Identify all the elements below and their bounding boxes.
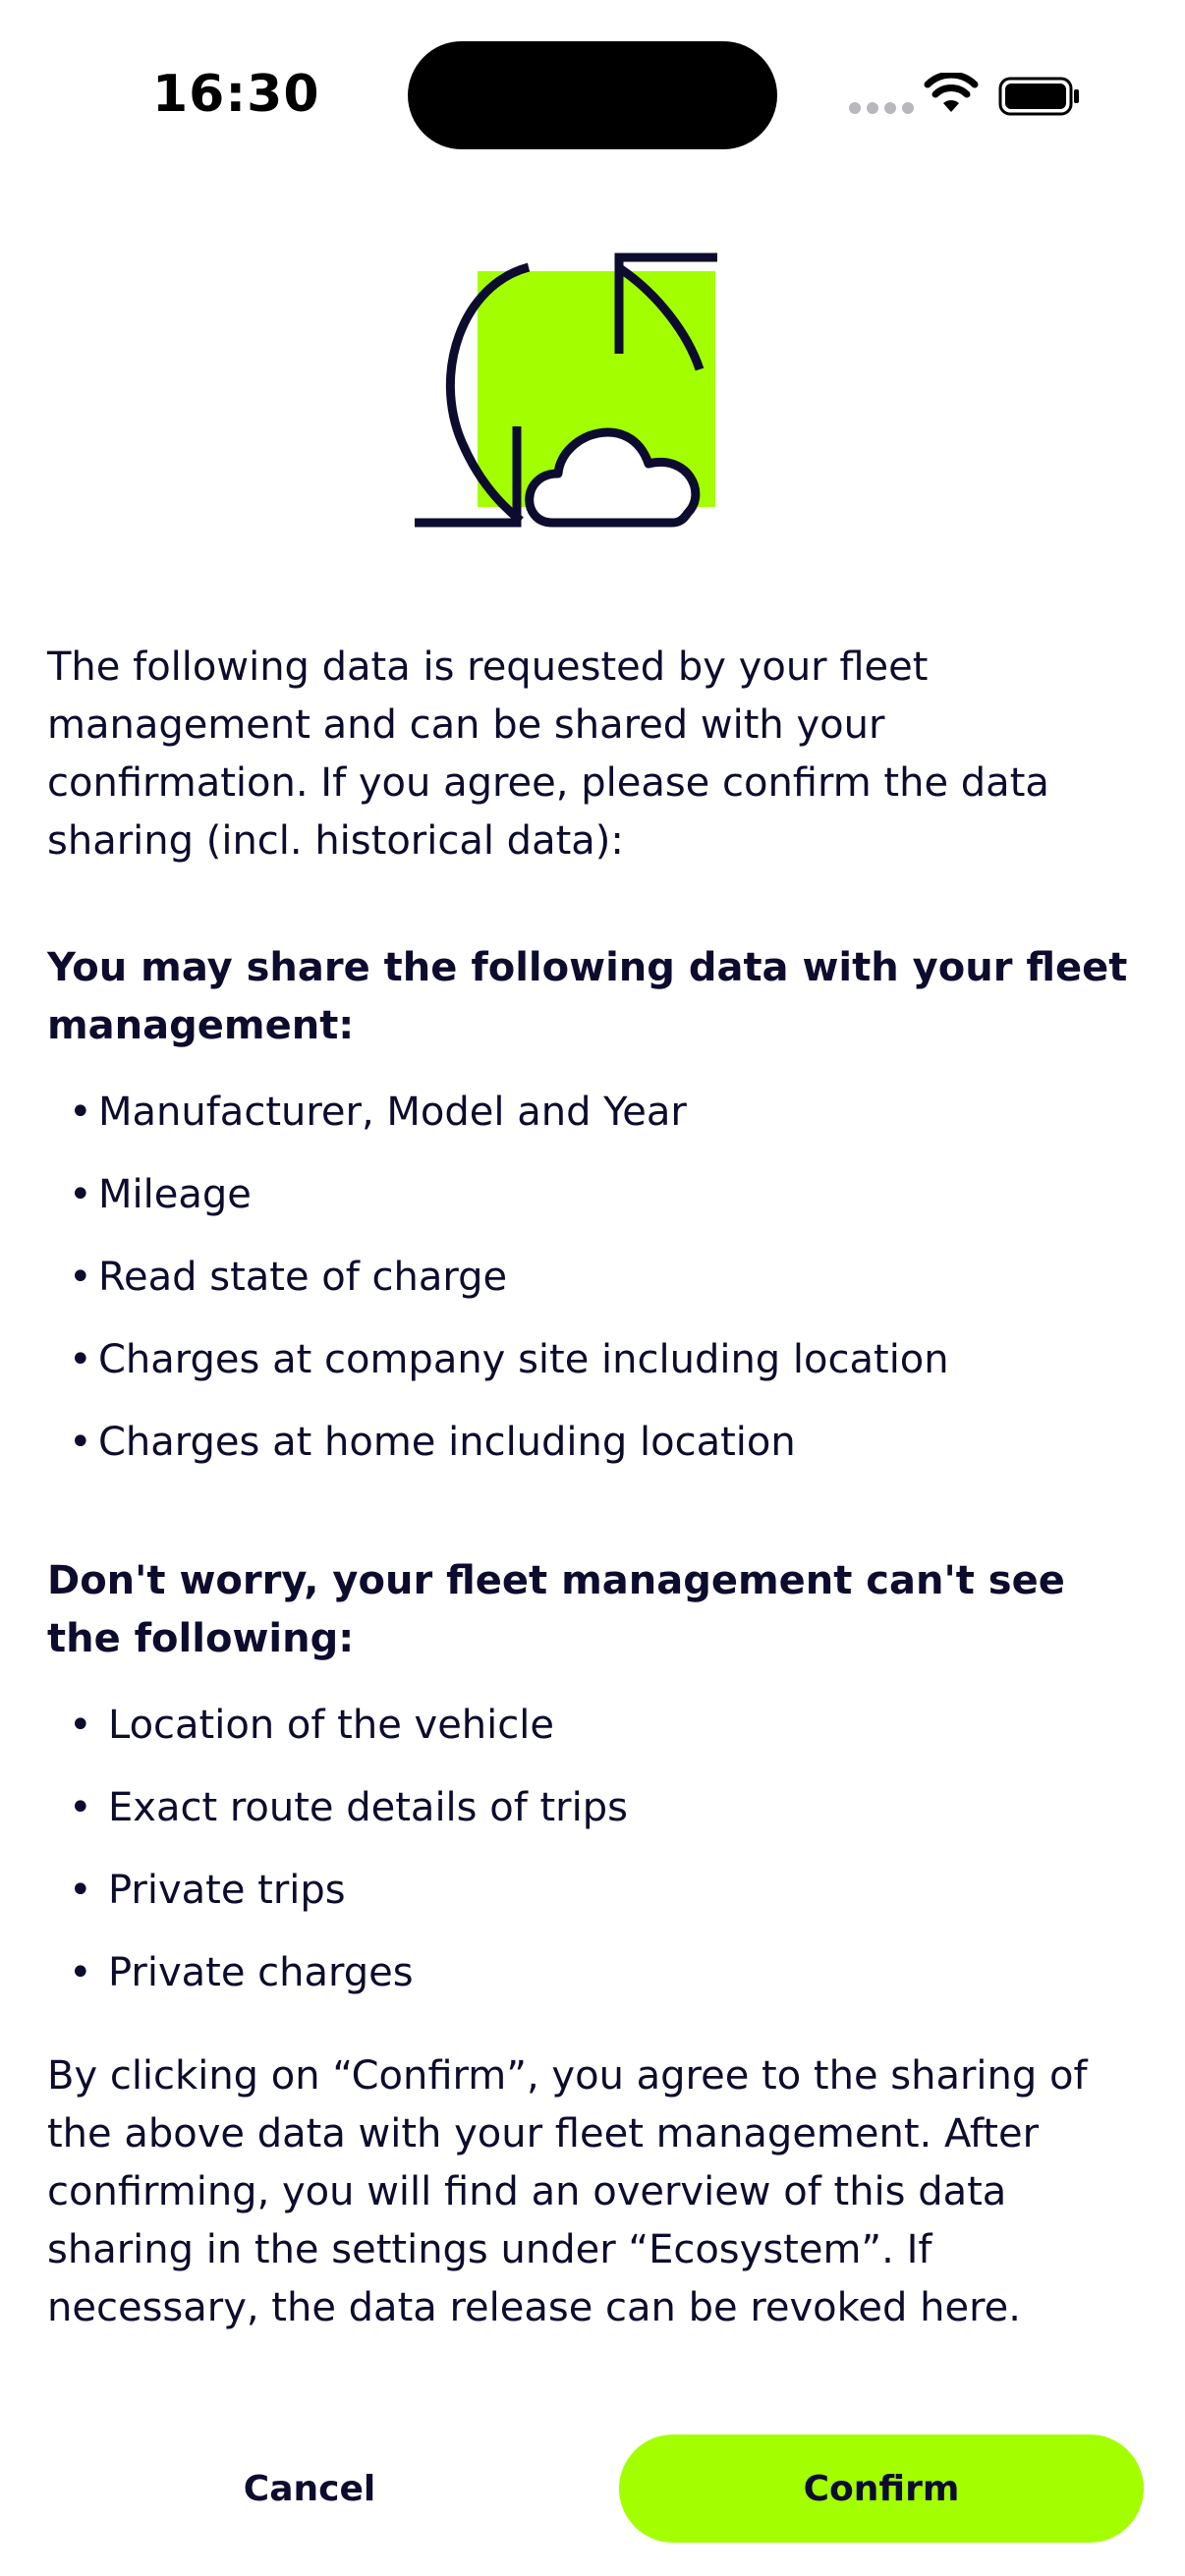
share-section-title: You may share the following data with your fleet management: — [47, 945, 1128, 1048]
confirm-button[interactable]: Confirm — [619, 2435, 1144, 2543]
list-item: • Charges at home including location — [69, 1420, 796, 1465]
battery-icon — [998, 77, 1081, 116]
dynamic-island — [408, 41, 777, 149]
data-sync-cloud-icon — [403, 246, 786, 540]
cellular-signal-icon — [849, 102, 914, 114]
list-item: • Charges at company site including location — [69, 1337, 949, 1382]
status-bar — [0, 0, 1185, 177]
list-item: • Manufacturer, Model and Year — [69, 1090, 687, 1135]
list-item: • Mileage — [69, 1172, 252, 1217]
intro-text: The following data is requested by your fleet management and can be shared with your confirmation. If you agree, please confirm the data sharing (incl. historical data): — [47, 644, 1049, 864]
status-time: 16:30 — [152, 65, 320, 124]
list-item: • Private charges — [69, 1950, 414, 1995]
list-item: • Read state of charge — [69, 1255, 508, 1300]
list-item: • Location of the vehicle — [69, 1703, 554, 1748]
outro-text: By clicking on “Confirm”, you agree to the sharing of the above data with your fleet management. After confirming, you will find an overview of this data sharing in the settings under “Ecosystem”. If necessary, the data release can be revoked here. — [47, 2053, 1088, 2330]
list-item: • Exact route details of trips — [69, 1785, 628, 1830]
hidden-section-title: Don't worry, your fleet management can't see the following: — [47, 1558, 1065, 1661]
list-item: • Private trips — [69, 1868, 346, 1913]
consent-content — [47, 639, 1148, 2337]
hidden-list — [47, 1684, 1148, 2014]
share-list — [47, 1071, 1148, 1484]
wifi-icon — [924, 73, 979, 116]
cancel-button[interactable]: Cancel — [59, 2435, 560, 2543]
